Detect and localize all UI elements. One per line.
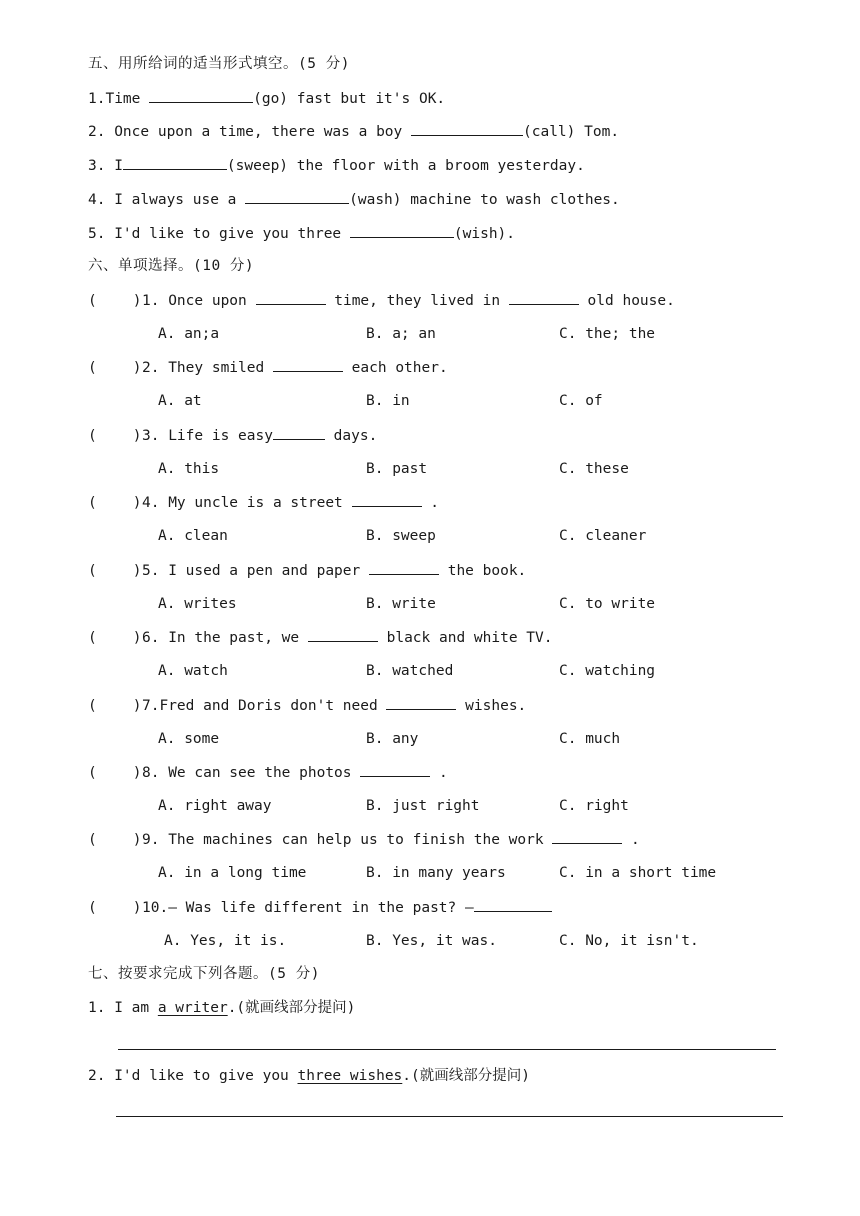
answer-paren-close: ) xyxy=(132,765,142,781)
fill-item-4 xyxy=(88,189,620,210)
section-5-heading: 五、用所给词的适当形式填空。(5 分) xyxy=(88,56,350,72)
option-c[interactable]: C. watching xyxy=(559,663,656,679)
fill-item-text: 2. Once upon a time, there was a boy xyxy=(88,124,412,140)
fill-item-5 xyxy=(88,223,515,244)
answer-paren-close: ) xyxy=(132,360,142,376)
question-text: . xyxy=(421,495,439,511)
fill-item-text: (sweep) the floor with a broom yesterday. xyxy=(226,158,585,174)
question-text: . xyxy=(622,832,640,848)
option-a[interactable]: A. this xyxy=(158,461,220,477)
question-text: time, they lived in xyxy=(325,293,509,309)
question-text: 1. Once upon xyxy=(142,293,256,309)
fill-item-text: (wish). xyxy=(453,226,516,242)
mc-question-9 xyxy=(88,829,640,850)
answer-paren-open: ( xyxy=(88,563,97,579)
fill-item-text: (call) Tom. xyxy=(523,124,620,140)
answer-paren-close: ) xyxy=(132,563,142,579)
option-c[interactable]: C. right xyxy=(559,798,629,814)
question-text: 4. My uncle is a street xyxy=(142,495,352,511)
question-text: days. xyxy=(324,428,378,444)
option-a[interactable]: A. at xyxy=(158,393,202,409)
question-text: 5. I used a pen and paper xyxy=(142,563,369,579)
answer-paren-open: ( xyxy=(88,360,97,376)
question-text: the book. xyxy=(438,563,527,579)
rewrite-text: 2. I'd like to give you xyxy=(88,1068,298,1084)
question-text: 6. In the past, we xyxy=(142,630,308,646)
option-c[interactable]: C. cleaner xyxy=(559,528,647,544)
question-text: 9. The machines can help us to finish the work xyxy=(142,832,553,848)
mc-question-10 xyxy=(88,897,552,918)
answer-paren-close: ) xyxy=(132,495,142,511)
answer-paren-open: ( xyxy=(88,698,97,714)
fill-item-3 xyxy=(88,155,585,176)
option-a[interactable]: A. writes xyxy=(158,596,237,612)
question-text: 3. Life is easy xyxy=(142,428,273,444)
option-b[interactable]: B. watched xyxy=(366,663,454,679)
option-b[interactable]: B. any xyxy=(366,731,419,747)
answer-blank[interactable] xyxy=(360,762,430,777)
fill-item-1 xyxy=(88,88,445,109)
answer-blank[interactable] xyxy=(386,695,456,710)
rewrite-instruction: .(就画线部分提问) xyxy=(227,1000,356,1016)
rewrite-item-2 xyxy=(88,1066,530,1086)
option-b[interactable]: B. just right xyxy=(366,798,480,814)
answer-paren-open: ( xyxy=(88,495,97,511)
question-text: wishes. xyxy=(456,698,527,714)
answer-blank[interactable] xyxy=(352,492,422,507)
fill-item-text: (wash) machine to wash clothes. xyxy=(349,192,620,208)
answer-blank[interactable] xyxy=(411,121,523,136)
option-c[interactable]: C. in a short time xyxy=(559,865,717,881)
answer-line-2[interactable] xyxy=(116,1116,783,1117)
answer-paren-open: ( xyxy=(88,293,97,309)
answer-paren-close: ) xyxy=(132,293,142,309)
answer-paren-open: ( xyxy=(88,630,97,646)
question-text: old house. xyxy=(578,293,675,309)
mc-question-3 xyxy=(88,425,377,446)
question-text: 10.— Was life different in the past? — xyxy=(142,900,474,916)
mc-question-5 xyxy=(88,560,526,581)
option-c[interactable]: C. these xyxy=(559,461,629,477)
option-c[interactable]: C. of xyxy=(559,393,603,409)
answer-paren-open: ( xyxy=(88,765,97,781)
option-c[interactable]: C. the; the xyxy=(559,326,656,342)
answer-blank[interactable] xyxy=(256,290,326,305)
rewrite-text: 1. I am xyxy=(88,1000,158,1016)
answer-blank[interactable] xyxy=(308,627,378,642)
mc-question-8 xyxy=(88,762,448,783)
answer-blank[interactable] xyxy=(273,357,343,372)
question-text: each other. xyxy=(342,360,448,376)
option-a[interactable]: A. right away xyxy=(158,798,272,814)
answer-paren-close: ) xyxy=(132,428,142,444)
option-b[interactable]: B. a; an xyxy=(366,326,436,342)
fill-item-text: 1.Time xyxy=(88,91,150,107)
mc-question-4 xyxy=(88,492,439,513)
fill-item-text: (go) fast but it's OK. xyxy=(253,91,446,107)
rewrite-instruction: .(就画线部分提问) xyxy=(402,1068,530,1084)
question-text: . xyxy=(430,765,448,781)
option-a[interactable]: A. Yes, it is. xyxy=(164,933,287,949)
answer-blank[interactable] xyxy=(369,560,439,575)
mc-question-1 xyxy=(88,290,675,311)
question-text: 7.Fred and Doris don't need xyxy=(142,698,387,714)
answer-paren-open: ( xyxy=(88,428,97,444)
answer-blank[interactable] xyxy=(474,897,552,912)
option-a[interactable]: A. some xyxy=(158,731,220,747)
option-b[interactable]: B. past xyxy=(366,461,428,477)
question-text: black and white TV. xyxy=(377,630,553,646)
option-c[interactable]: C. No, it isn't. xyxy=(559,933,699,949)
fill-item-2 xyxy=(88,121,619,142)
section-7-heading: 七、按要求完成下列各题。(5 分) xyxy=(88,966,320,982)
option-a[interactable]: A. watch xyxy=(158,663,228,679)
mc-question-7 xyxy=(88,695,526,716)
answer-blank[interactable] xyxy=(350,223,454,238)
rewrite-item-1 xyxy=(88,998,355,1018)
mc-question-6 xyxy=(88,627,552,648)
answer-paren-close: ) xyxy=(132,832,142,848)
question-text: 2. They smiled xyxy=(142,360,273,376)
answer-paren-close: ) xyxy=(132,900,142,916)
option-b[interactable]: B. write xyxy=(366,596,436,612)
answer-blank[interactable] xyxy=(273,425,325,440)
answer-blank[interactable] xyxy=(552,829,622,844)
option-a[interactable]: A. in a long time xyxy=(158,865,307,881)
underlined-phrase: three wishes xyxy=(297,1068,403,1084)
answer-blank[interactable] xyxy=(149,88,253,103)
fill-item-text: 5. I'd like to give you three xyxy=(88,226,350,242)
fill-item-text: 4. I always use a xyxy=(88,192,246,208)
answer-paren-close: ) xyxy=(132,630,142,646)
section-6-heading: 六、单项选择。(10 分) xyxy=(88,258,255,274)
option-b[interactable]: B. sweep xyxy=(366,528,436,544)
underlined-phrase: a writer xyxy=(157,1000,228,1016)
answer-paren-close: ) xyxy=(132,698,142,714)
option-b[interactable]: B. in xyxy=(366,393,410,409)
option-a[interactable]: A. clean xyxy=(158,528,228,544)
option-a[interactable]: A. an;a xyxy=(158,326,220,342)
answer-line-1[interactable] xyxy=(118,1049,776,1050)
answer-paren-open: ( xyxy=(88,832,97,848)
option-b[interactable]: B. in many years xyxy=(366,865,506,881)
mc-question-2 xyxy=(88,357,448,378)
fill-item-text: 3. I xyxy=(88,158,123,174)
answer-blank[interactable] xyxy=(245,189,349,204)
option-c[interactable]: C. much xyxy=(559,731,621,747)
answer-paren-open: ( xyxy=(88,900,97,916)
question-text: 8. We can see the photos xyxy=(142,765,361,781)
option-b[interactable]: B. Yes, it was. xyxy=(366,933,497,949)
answer-blank[interactable] xyxy=(123,155,227,170)
answer-blank[interactable] xyxy=(509,290,579,305)
option-c[interactable]: C. to write xyxy=(559,596,656,612)
